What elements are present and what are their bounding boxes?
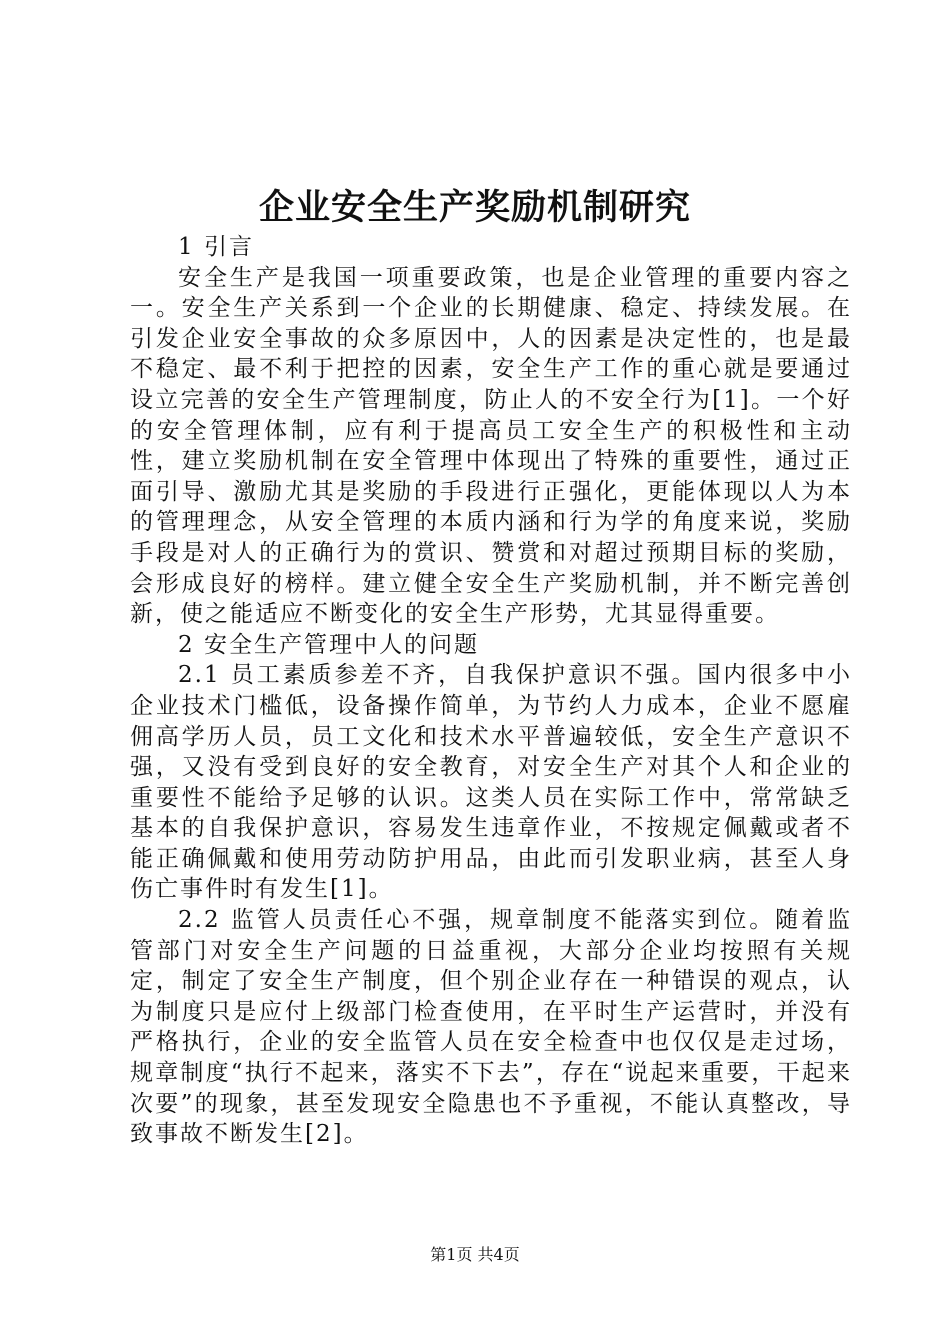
page-footer: 第1页 共4页 <box>430 1245 520 1264</box>
section-heading-introduction: 1 引言 <box>178 234 254 260</box>
paragraph-introduction: 安全生产是我国一项重要政策，也是企业管理的重要内容之一。安全生产关系到一个企业的长期健康、稳定、持续发展。在引发企业安全事故的众多原因中，人的因素是决定性的，也是最不稳定、最不利于把控的因素，安全生产工作的重心就是要通过设立完善的安全生产管理制度，防止人的不安全行为[1]。一个好的安全管理体制，应有利于提高员工安全生产的积极性和主动性，建立奖励机制在安全管理中体现出了特殊的重要性，通过正面引导、激励尤其是奖励的手段进行正强化，更能体现以人为本的管理理念，从安全管理的本质内涵和行为学的角度来说，奖励手段是对人的正确行为的赏识、赞赏和对超过预期目标的奖励，会形成良好的榜样。建立健全安全生产奖励机制，并不断完善创新，使之能适应不断变化的安全生产形势，尤其显得重要。 <box>130 264 852 628</box>
section-heading-human-issues: 2 安全生产管理中人的问题 <box>178 631 479 658</box>
paragraph-2-2: 2.2 监管人员责任心不强，规章制度不能落实到位。随着监管部门对安全生产问题的日益重视，大部分企业均按照有关规定，制定了安全生产制度，但个别企业存在一种错误的观点，认为制度只是应付上级部门检查使用，在平时生产运营时，并没有严格执行，企业的安全监管人员在安全检查中也仅仅是走过场，规章制度“执行不起来，落实不下去”，存在“说起来重要，干起来次要”的现象，甚至发现安全隐患也不予重视，不能认真整改，导致事故不断发生[2]。 <box>130 907 852 1148</box>
document-body <box>130 232 852 1150</box>
document-title: 企业安全生产奖励机制研究 <box>258 187 691 228</box>
paragraph-2-1: 2.1 员工素质参差不齐，自我保护意识不强。国内很多中小企业技术门槛低，设备操作简单，为节约人力成本，企业不愿雇佣高学历人员，员工文化和技术水平普遍较低，安全生产意识不强，又没有受到良好的安全教育，对安全生产对其个人和企业的重要性不能给予足够的认识。这类人员在实际工作中，常常缺乏基本的自我保护意识，容易发生违章作业，不按规定佩戴或者不能正确佩戴和使用劳动防护用品，由此而引发职业病，甚至人身伤亡事件时有发生[1]。 <box>130 662 852 903</box>
